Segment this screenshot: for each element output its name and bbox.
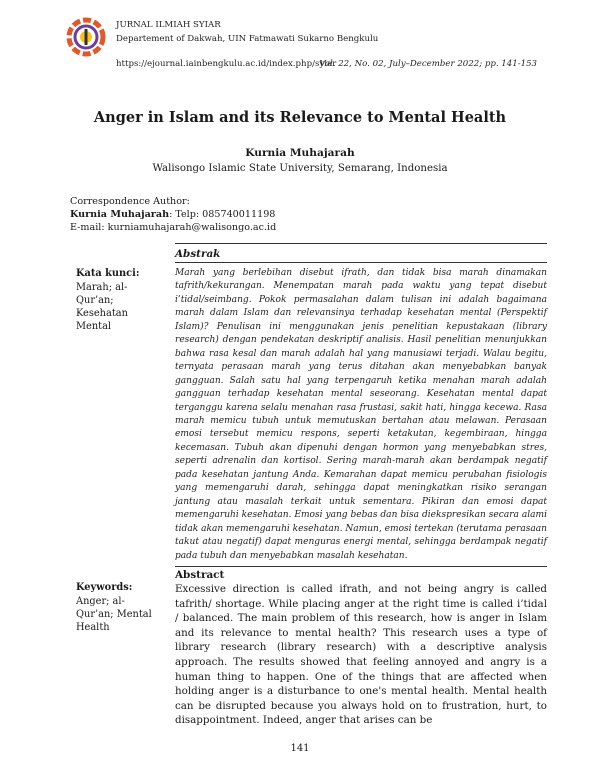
paper-title: Anger in Islam and its Relevance to Mental Health	[93, 109, 507, 126]
kata-kunci-label: Kata kunci:	[76, 268, 140, 279]
journal-url[interactable]: https://ejournal.iainbengkulu.ac.id/index.php/syiar	[116, 59, 337, 69]
keyword-line: Qur’an; Mental	[76, 609, 152, 620]
keyword-line: Mental	[76, 321, 112, 332]
correspondence-email[interactable]: E-mail: kurniamuhajarah@walisongo.ac.id	[70, 222, 277, 233]
abstrak-text: Marah yang berlebihan disebut ifrath, dan tidak bisa marah dinamakan tafrith/kekurangan. Menempatan marah pada waktu yang tepat disebut i’tidal/seimbang. Pokok permasalahan dalam tulisan ini adalah bagaimana marah dalam Islam dan relevansinya terhadap kesehatan mental (Perspektif Islam)? Penulisan ini menggunakan jenis penelitian kepustakaan (library research) dengan pendekatan deskriptif analisis. Hasil penelitian menunjukkan bahwa rasa kesal dan marah adalah hal yang manusiawi terjadi. Walau begitu, ternyata perasaan marah yang terus ditahan akan menyebabkan banyak gangguan. Salah satu hal yang terpengaruh ketika menahan marah adalah gangguan terhadap kesehatan mental seseorang. Kesehatan mental dapat terganggu karena selalu menahan rasa frustasi, sakit hati, hingga kecewa. Rasa marah memicu tubuh untuk memutuskan bertahan atau melawan. Perasaan emosi tersebut memicu respons, seperti ketakutan, kegembiraan, hingga kecemasan. Tubuh akan dipenuhi dengan hormon yang menyebabkan stres, seperti adrenalin dan kortisol. Sering marah-marah akan berdampak negatif pada kesehatan jantung Anda. Kemarahan dapat memicu perubahan fisiologis yang memengaruhi darah, sehingga dapat meningkatkan risiko serangan jantung atau masalah terkait untuk sementara. Pikiran dan emosi dapat memengaruhi kesehatan. Emosi yang bebas dan bisa diekspresikan secara alami tidak akan memengaruhi kesehatan. Namun, emosi tertekan (terutama perasaan takut atau negatif) dapat menguras energi mental, sehingga berdampak negatif pada tubuh dan menyebabkan masalah kesehatan.	[175, 268, 547, 561]
correspondence-name: Kurnia Muhajarah	[70, 209, 170, 220]
author-name: Kurnia Muhajarah	[245, 147, 355, 159]
keyword-line: Health	[76, 622, 110, 633]
keyword-line: Anger; al-	[76, 596, 125, 607]
divider	[175, 243, 547, 244]
correspondence-label: Correspondence Author:	[70, 196, 190, 207]
keywords-list	[76, 595, 168, 634]
page-number: 141	[290, 743, 310, 754]
affiliation: Walisongo Islamic State University, Semarang, Indonesia	[152, 163, 448, 174]
volume-info: Vol. 22, No. 02, July–December 2022; pp. 141-153	[319, 59, 537, 69]
divider	[175, 566, 547, 567]
correspondence-contact	[70, 209, 275, 221]
correspondence-phone: : Telp: 085740011198	[169, 209, 276, 220]
department: Departement of Dakwah, UIN Fatmawati Sukarno Bengkulu	[116, 34, 379, 44]
kata-kunci-list	[76, 281, 168, 333]
abstract-text: Excessive direction is called ifrath, and not being angry is called tafrith/ shortage. While placing anger at the right time is called i’tidal / balanced. The main problem of this research, how is anger in Islam and its relevance to mental health? This research uses a type of library research (library research) with a descriptive analysis approach. The results showed that feeling annoyed and angry is a human thing to happen. One of the things that are affected when holding anger is a disturbance to one's mental health. Mental health can be disrupted because you always hold on to frustration, hurt, to disappointment. Indeed, anger that arises can be	[175, 583, 547, 727]
keyword-line: Marah; al-	[76, 282, 128, 293]
divider	[175, 262, 547, 263]
keyword-line: Kesehatan	[76, 308, 128, 319]
keyword-line: Qur’an;	[76, 295, 114, 306]
journal-name: JURNAL ILMIAH SYIAR	[116, 20, 221, 30]
journal-logo-icon	[66, 17, 106, 57]
abstract-heading: Abstract	[175, 569, 225, 581]
abstrak-heading: Abstrak	[175, 248, 221, 260]
keywords-label: Keywords:	[76, 582, 133, 593]
